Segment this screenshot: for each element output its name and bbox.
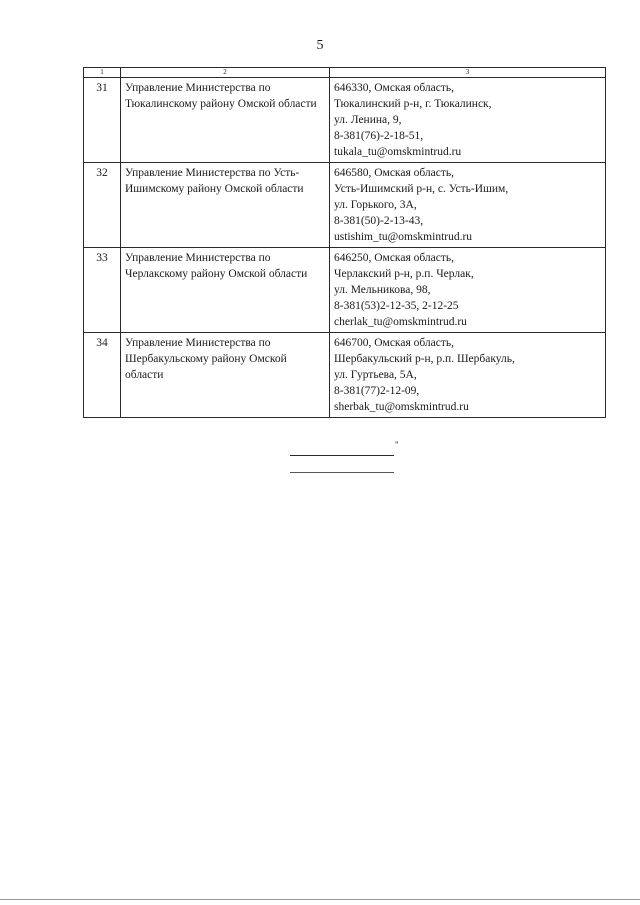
email-address: cherlak_tu@omskmintrud.ru [334,316,467,328]
department-contacts [330,78,606,163]
phone-number: 8-381(77)2-12-09, [334,385,420,397]
row-number: 32 [84,163,121,248]
district-city: Черлакский р-н, р.п. Черлак, [334,268,474,280]
column-header-name: 2 [121,68,330,78]
row-number: 34 [84,333,121,418]
email-address: sherbak_tu@omskmintrud.ru [334,401,469,413]
department-name: Управление Министерства по Усть-Ишимскому району Омской области [121,163,330,248]
department-contacts [330,163,606,248]
street-address: ул. Горького, 3А, [334,199,417,211]
departments-table [83,67,606,418]
phone-number: 8-381(50)-2-13-43, [334,215,424,227]
row-number: 31 [84,78,121,163]
end-rule-line [290,455,394,456]
phone-number: 8-381(53)2-12-35, 2-12-25 [334,300,459,312]
phone-number: 8-381(76)-2-18-51, [334,130,424,142]
table-row [84,248,606,333]
postal-address: 646250, Омская область, [334,252,455,264]
postal-address: 646330, Омская область, [334,82,455,94]
department-contacts [330,333,606,418]
street-address: ул. Мельникова, 98, [334,284,431,296]
page-number: 5 [316,38,324,53]
department-name: Управление Министерства по Тюкалинскому району Омской области [121,78,330,163]
table-header-row [84,68,606,78]
column-header-address: 3 [330,68,606,78]
table-row [84,333,606,418]
postal-address: 646700, Омская область, [334,337,455,349]
scan-bottom-edge [0,899,640,900]
department-name: Управление Министерства по Черлакскому району Омской области [121,248,330,333]
table-row [84,78,606,163]
street-address: ул. Гуртьева, 5А, [334,369,417,381]
district-city: Усть-Ишимский р-н, с. Усть-Ишим, [334,183,509,195]
table-row [84,163,606,248]
street-address: ул. Ленина, 9, [334,114,402,126]
district-city: Шербакульский р-н, р.п. Шербакуль, [334,353,515,365]
district-city: Тюкалинский р-н, г. Тюкалинск, [334,98,492,110]
department-name: Управление Министерства по Шербакульскому району Омской области [121,333,330,418]
closing-quote-mark: " [395,440,399,450]
email-address: tukala_tu@omskmintrud.ru [334,146,462,158]
postal-address: 646580, Омская область, [334,167,455,179]
column-header-number: 1 [84,68,121,78]
department-contacts [330,248,606,333]
end-rule-line [290,472,394,473]
email-address: ustishim_tu@omskmintrud.ru [334,231,473,243]
row-number: 33 [84,248,121,333]
